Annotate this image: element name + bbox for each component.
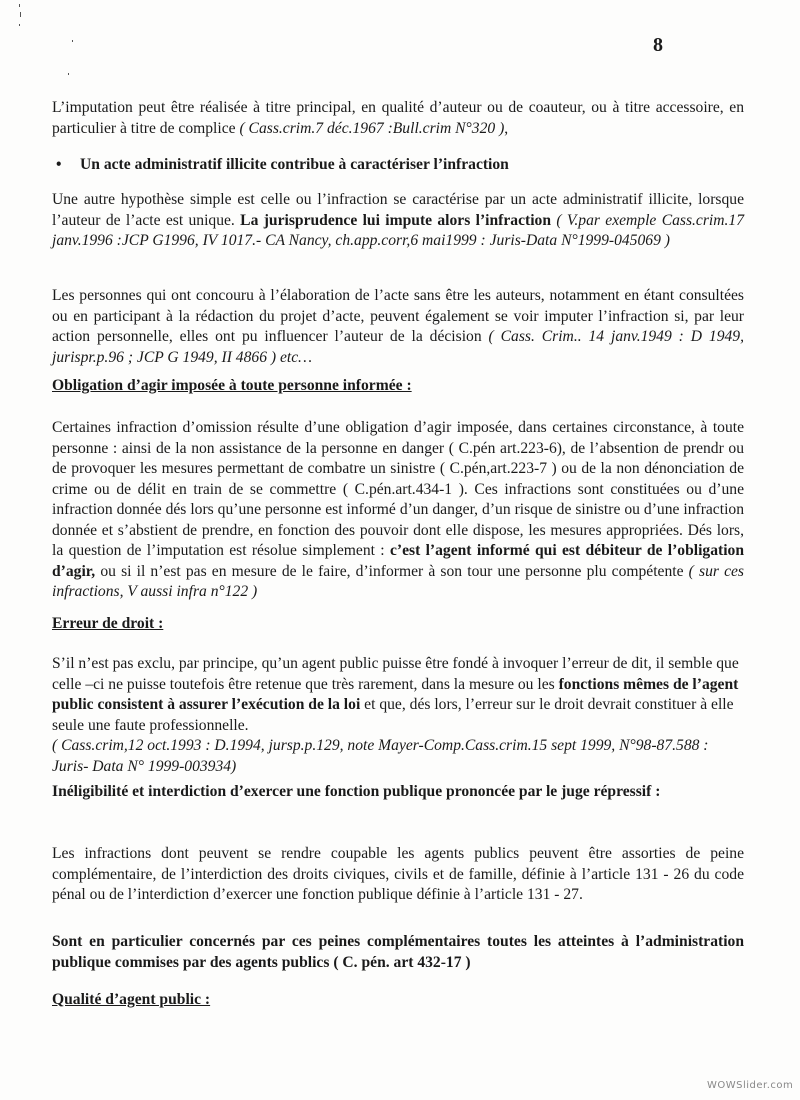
paragraph-personnes bbox=[52, 286, 744, 368]
page-number: 8 bbox=[653, 34, 663, 56]
citation: ( Cass.crim,12 oct.1993 : D.1994, jursp.p.129, note Mayer-Comp.Cass.crim.15 sept 1999, N°98-87.588 : Juris- Data N° 1999-003934) bbox=[52, 737, 709, 775]
paragraph-tail: , bbox=[504, 119, 509, 137]
bullet-icon: • bbox=[56, 156, 62, 173]
paragraph-text: et que, dés lors, l’erreur sur le droit devrait constituer à elle seule une faute professionnelle. bbox=[52, 696, 734, 734]
document-body bbox=[52, 0, 745, 1008]
emphasis: fonctions mêmes de l’agent public consistent à assurer l’exécution de la loi bbox=[52, 675, 739, 713]
emphasis: c’est l’agent informé qui est débiteur de l’obligation d’agir, bbox=[52, 542, 745, 580]
paragraph-obligation bbox=[52, 418, 744, 603]
bullet-heading bbox=[52, 155, 772, 176]
paragraph-erreur bbox=[52, 654, 744, 777]
paragraph-text: S’il n’est pas exclu, par principe, qu’un agent public puisse être fondé à invoquer l’erreur de dit, il semble que celle –ci ne puisse toutefois être retenue que très rarement, dans la mesure ou les bbox=[52, 655, 739, 693]
paragraph-text: Certaines infraction d’omission résulte d’une obligation d’agir imposée, dans certaines circonstance, à toute personne : ainsi de la non assistance de la personne en danger ( C.pén art.223-6), de l’absention de prendr ou de provoquer les mesures permettant de combatre un sinistre ( C.pén,art.223-7 ) ou de la non dénonciation de crime ou de délit en train de se commettre ( C.pén.art.434-1 ). Ces infractions sont constituées ou d’une infraction donnée dés lors qu’une personne est informé d’un danger, d’un risque de sinistre ou d’une infraction donnée et s’abstient de prendre, en fonction des pouvoir dont elle dispose, les mesures appropriées. Dés lors, la question de l’imputation est résolue simplement : bbox=[52, 419, 744, 559]
paragraph-text: Les personnes qui ont concouru à l’élaboration de l’acte sans être les auteurs, notamment en étant consultées ou en participant à la rédaction du projet d’acte, peuvent également se voir imputer l’infraction si, par leur action personnelle, elles ont pu influencer l’auteur de la décision bbox=[52, 287, 744, 345]
emphasis: La jurisprudence lui impute alors l’infraction bbox=[240, 211, 551, 229]
watermark: WOWSlider.com bbox=[707, 1080, 794, 1091]
bullet-text: Un acte administratif illicite contribue à caractériser l’infraction bbox=[80, 156, 509, 173]
citation: ( sur ces infractions, V aussi infra n°122 ) bbox=[52, 562, 744, 600]
section-heading-ineligibilite: Inéligibilité et interdiction d’exercer une fonction publique prononcée par le juge répressif : bbox=[52, 783, 661, 800]
paragraph-text: Une autre hypothèse simple est celle ou l’infraction se caractérise par un acte administratif illicite, lorsque l’auteur de l’acte est unique. bbox=[52, 191, 744, 229]
paragraph-imputation bbox=[52, 98, 744, 139]
citation: ( V.par exemple Cass.crim.17 janv.1996 :JCP G1996, IV 1017.- CA Nancy, ch.app.corr,6 mai1999 : Juris-Data N°1999-045069 ) bbox=[52, 211, 744, 249]
citation: ( Cass. Crim.. 14 janv.1949 : D 1949, jurispr.p.96 ; JCP G 1949, II 4866 ) etc… bbox=[52, 328, 744, 366]
section-heading-obligation: Obligation d’agir imposée à toute personne informée : bbox=[52, 377, 412, 394]
paragraph-text: L’imputation peut être réalisée à titre principal, en qualité d’auteur ou de coauteur, ou à titre accessoire, en particulier à titre de complice bbox=[52, 99, 744, 137]
section-heading-qualite: Qualité d’agent public : bbox=[52, 991, 211, 1008]
paragraph-text: ou si il n’est pas en mesure de le faire, d’informer à son tour une personne plu compétente bbox=[95, 562, 689, 580]
citation: ( Cass.crim.7 déc.1967 :Bull.crim N°320 ) bbox=[239, 119, 505, 137]
paragraph-peines: Les infractions dont peuvent se rendre coupable les agents publics peuvent être assorties de peine complémentaire, de l’interdiction des droits civiques, civils et de famille, définie à l’article 131 - 26 du code pénal ou de l’interdiction d’exercer une fonction publique définie à l’article 131 - 27. bbox=[52, 845, 744, 903]
paragraph-concernes: Sont en particulier concernés par ces peines complémentaires toutes les atteintes à l’administration publique commises par des agents publics ( C. pén. art 432-17 ) bbox=[52, 933, 744, 971]
section-heading-erreur: Erreur de droit : bbox=[52, 615, 164, 632]
paragraph-acte-illicite bbox=[52, 190, 744, 252]
